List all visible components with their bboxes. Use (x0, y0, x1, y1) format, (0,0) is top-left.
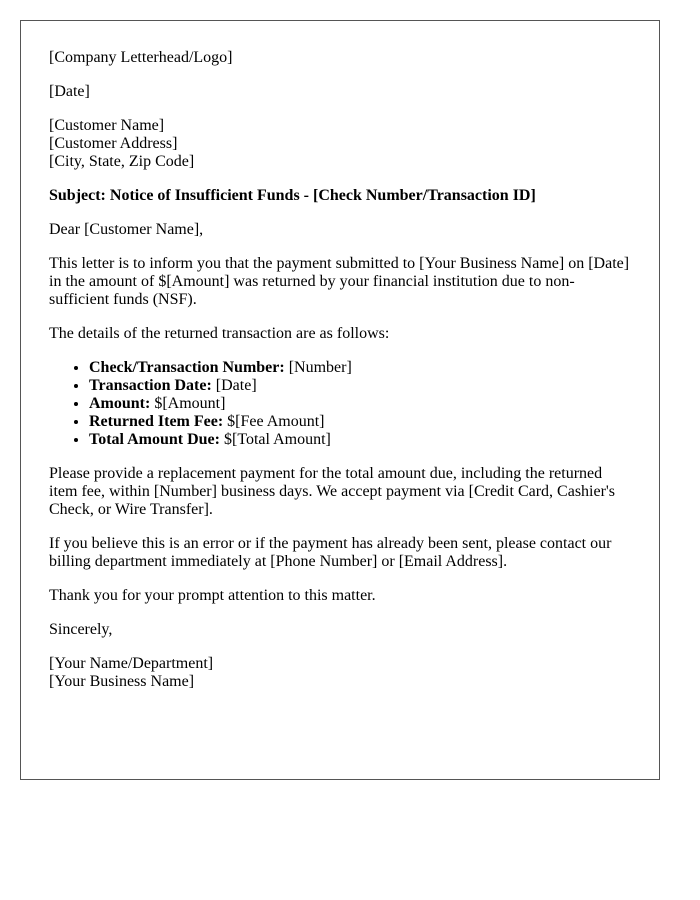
detail-value: $[Total Amount] (219, 431, 331, 448)
detail-label: Total Amount Due: (89, 431, 220, 448)
detail-value: [Date] (211, 377, 257, 394)
transaction-details-list (49, 359, 631, 449)
detail-label: Returned Item Fee: (89, 413, 224, 430)
signature-block (49, 655, 631, 691)
detail-value: [Number] (284, 359, 352, 376)
subject-line: Subject: Notice of Insufficient Funds - [Check Number/Transaction ID] (49, 187, 536, 204)
detail-label: Amount: (89, 395, 151, 412)
detail-item-total-due (89, 431, 631, 449)
payment-request-paragraph: Please provide a replacement payment for the total amount due, including the returned item fee, within [Number] business days. We accept payment via [Credit Card, Cashier's Check, or Wire Transfer]. (49, 465, 616, 518)
recipient-block (49, 117, 631, 171)
thanks-paragraph: Thank you for your prompt attention to this matter. (49, 587, 376, 604)
detail-item-amount (89, 395, 631, 413)
closing: Sincerely, (49, 621, 113, 638)
signature-business-name: [Your Business Name] (49, 673, 195, 690)
detail-item-transaction-date (89, 377, 631, 395)
signature-name-department: [Your Name/Department] (49, 655, 214, 672)
letter-date: [Date] (49, 83, 90, 100)
intro-paragraph: This letter is to inform you that the payment submitted to [Your Business Name] on [Date] in the amount of $[Amount] was returned by your financial institution due to non-sufficient funds (NSF). (49, 255, 630, 308)
letter-page (20, 20, 660, 780)
detail-item-returned-fee (89, 413, 631, 431)
detail-item-transaction-number (89, 359, 631, 377)
detail-label: Transaction Date: (89, 377, 212, 394)
recipient-address: [Customer Address] (49, 135, 178, 152)
details-intro: The details of the returned transaction are as follows: (49, 325, 390, 342)
detail-value: $[Amount] (150, 395, 226, 412)
salutation: Dear [Customer Name], (49, 221, 204, 238)
recipient-name: [Customer Name] (49, 117, 165, 134)
detail-label: Check/Transaction Number: (89, 359, 285, 376)
letterhead: [Company Letterhead/Logo] (49, 49, 233, 66)
detail-value: $[Fee Amount] (223, 413, 325, 430)
contact-paragraph: If you believe this is an error or if the payment has already been sent, please contact our billing department immediately at [Phone Number] or [Email Address]. (49, 535, 612, 570)
recipient-city-state-zip: [City, State, Zip Code] (49, 153, 195, 170)
